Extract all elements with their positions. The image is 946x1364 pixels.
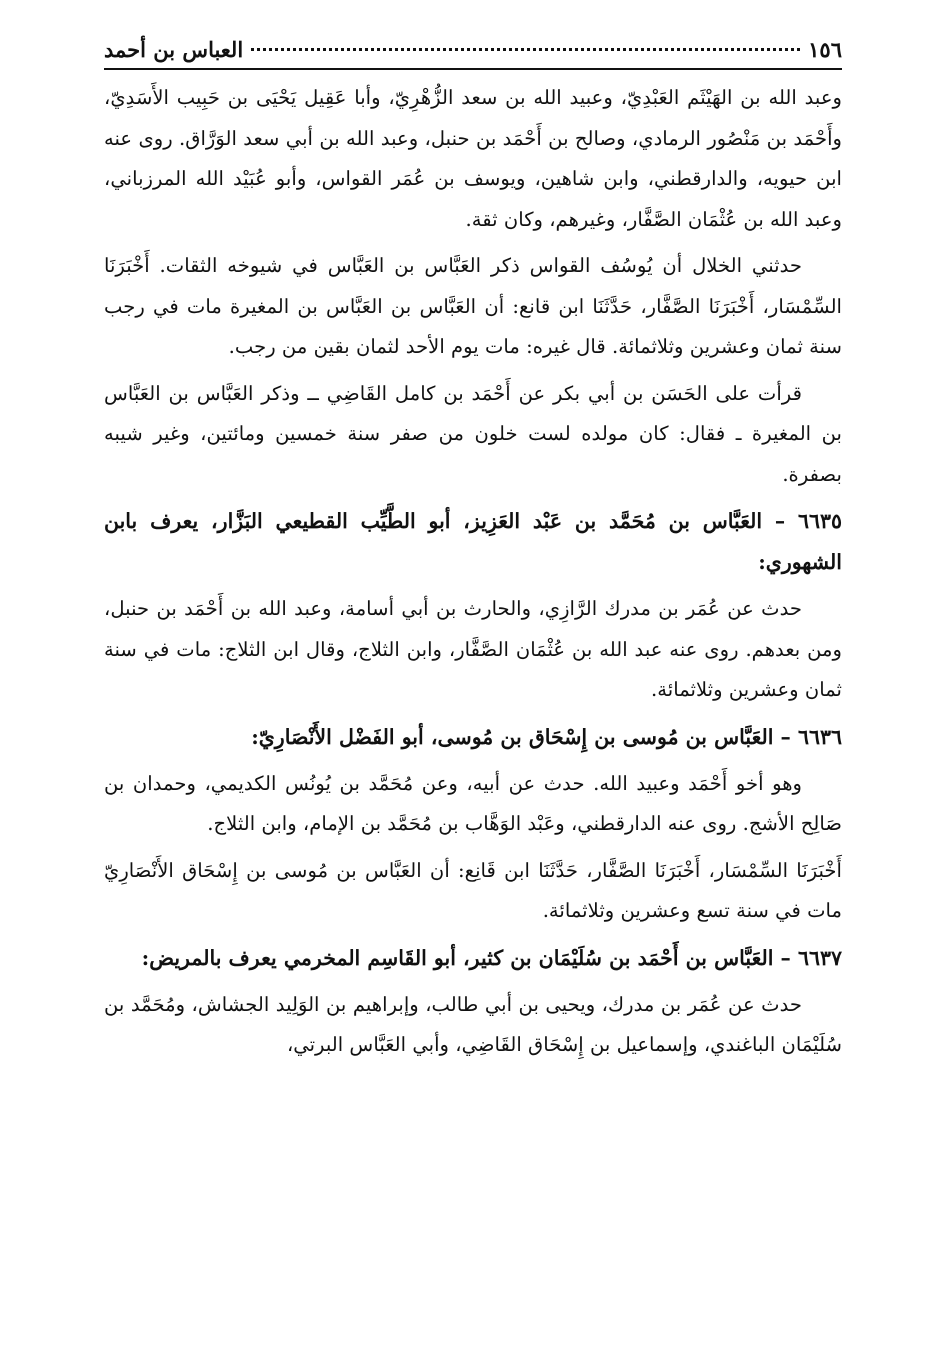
entry-heading-6637 xyxy=(104,938,842,979)
leader-dots xyxy=(251,48,800,51)
paragraph-continued-bio: وعبد الله بن الهَيْثَم العَبْدِيّ، وعبيد الله بن سعد الزُّهْرِيّ، وأبا عَقِيل يَحْيَى بن حَبِيب الأَسَدِيّ، وأَحْمَد بن مَنْصُور الرمادي، وصالح بن أَحْمَد بن حنبل، وعبد الله بن أبي سعد الوَرَّاق. روى عنه ابن حيويه، والدارقطني، وابن شاهين، ويوسف بن عُمَر القواس، وأبو عُبَيْد الله المرزباني، وعبد الله بن عُثْمَان الصَّفَّار، وغيرهم، وكان ثقة. xyxy=(104,86,842,231)
page xyxy=(104,34,842,1334)
entry-number: ٦٦٣٦ xyxy=(797,724,842,749)
paragraph-entry-6636: وهو أخو أَحْمَد وعبيد الله. حدث عن أبيه، وعن مُحَمَّد بن يُونُس الكديمي، وحمدان بن صَالِح الأشج. روى عنه الدارقطني، وعَبْد الوَهَّاب بن مُحَمَّد بن الإمام، وابن الثلاج. xyxy=(104,771,842,835)
entry-title: العَبَّاس بن أَحْمَد بن سُلَيْمَان بن كثير، أبو القَاسِم المخرمي يعرف بالمريض: xyxy=(141,945,774,970)
entry-title: العَبَّاس بن مُوسى بن إِسْحَاق بن مُوسى، أبو الفَضْل الأَنْصَارِيّ: xyxy=(251,724,774,749)
paragraph-death-report: حدثني الخلال أن يُوسُف القواس ذكر العَبَّاس بن العَبَّاس في شيوخه الثقات. أَخْبَرَنَا السِّمْسَار، أَخْبَرَنَا الصَّفَّار، حَدَّثَنَا ابن قانع: أن العَبَّاس بن العَبَّاس بن المغيرة مات في رجب سنة ثمان وعشرين وثلاثمائة. قال غيره: مات يوم الأحد لثمان بقين من رجب. xyxy=(104,254,842,358)
paragraph-entry-6635: حدث عن عُمَر بن مدرك الرَّازِي، والحارث بن أبي أسامة، وعبد الله بن أَحْمَد بن حنبل، ومن بعدهم. روى عنه عبد الله بن عُثْمَان الصَّفَّار، وابن الثلاج، وقال ابن الثلاج: مات في سنة ثمان وعشرين وثلاثمائة. xyxy=(104,597,842,701)
entry-dash: – xyxy=(773,945,791,970)
entry-dash: – xyxy=(773,724,791,749)
paragraph-entry-6636-death: أَخْبَرَنَا السِّمْسَار، أَخْبَرَنَا الصَّفَّار، حَدَّثَنَا ابن قَانِع: أن العَبَّاس بن مُوسى بن إِسْحَاق الأَنْصَارِيّ مات في سنة تسع وعشرين وثلاثمائة. xyxy=(104,858,842,922)
paragraph-birth-report: قرأت على الحَسَن بن أبي بكر عن أَحْمَد بن كامل القَاضِي ــ وذكر العَبَّاس بن العَبَّاس بن المغيرة ـ فقال: كان مولده لست خلون من صفر سنة خمسين ومائتين، وغير شيبه بصفرة. xyxy=(104,381,842,486)
entry-heading-6636 xyxy=(104,717,842,758)
paragraph-entry-6637: حدث عن عُمَر بن مدرك، ويحيى بن أبي طالب، وإبراهيم بن الوَلِيد الجشاش، ومُحَمَّد بن سُلَيْمَان الباغندي، وإسماعيل بن إِسْحَاق القَاضِي، وأبي العَبَّاس البرتي، xyxy=(104,992,842,1056)
entry-number: ٦٦٣٧ xyxy=(797,945,842,970)
running-head xyxy=(104,34,842,66)
page-number: ١٥٦ xyxy=(808,37,842,62)
entry-title: العَبَّاس بن مُحَمَّد بن عَبْد العَزِيز، أبو الطَّيِّب القطيعي البَزَّار، يعرف بابن الشهوري: xyxy=(104,509,842,574)
entry-number: ٦٦٣٥ xyxy=(797,509,843,533)
entry-dash: – xyxy=(762,509,786,533)
entry-heading-6635 xyxy=(104,501,842,583)
running-title: العباس بن أحمد xyxy=(104,37,244,62)
header-rule xyxy=(104,68,842,70)
